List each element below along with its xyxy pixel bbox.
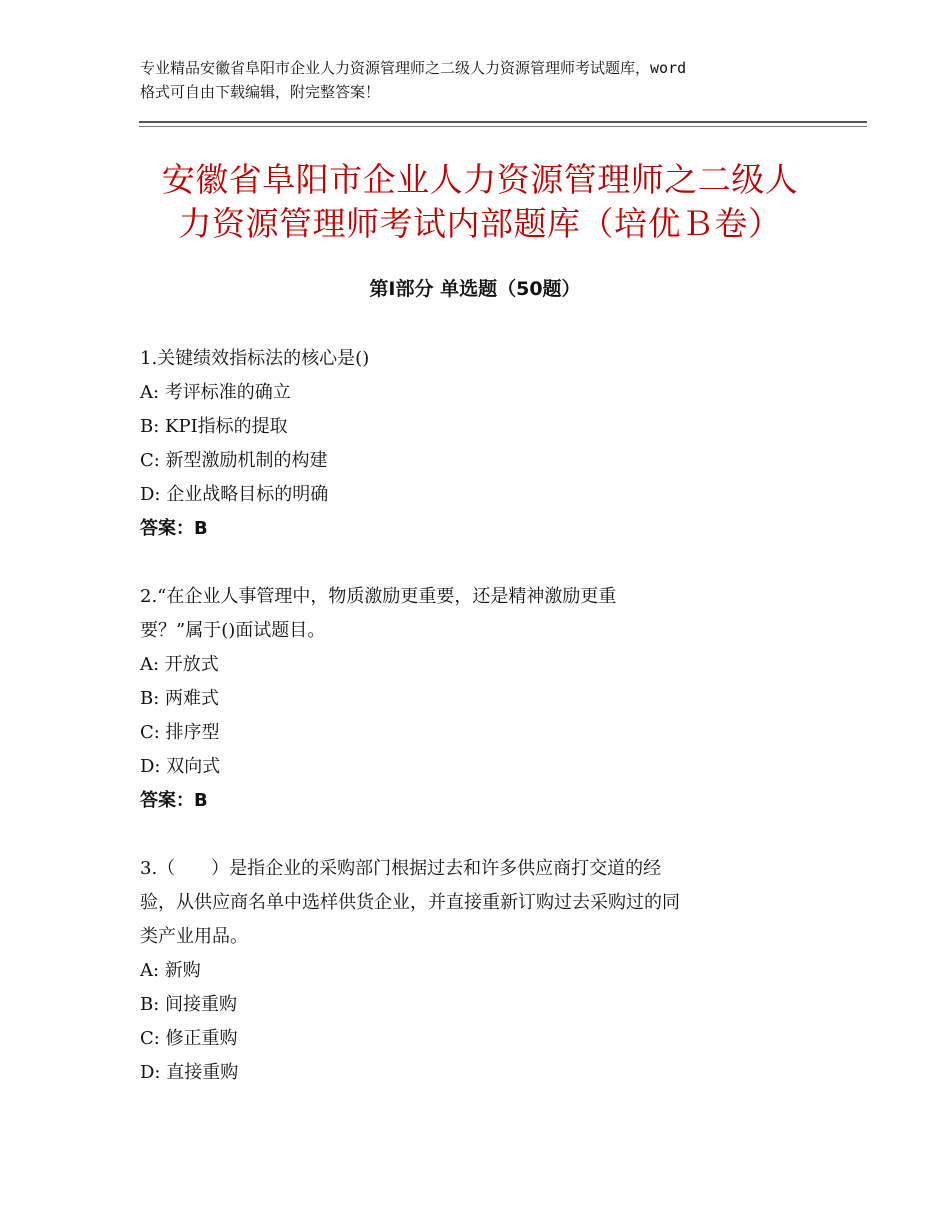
question-item [140, 342, 810, 546]
section-title: 第Ⅰ部分 单选题（50题） [369, 278, 581, 300]
answer-text: 答案：B [140, 518, 208, 539]
header-divider-thick [139, 121, 867, 123]
option-d: D: 双向式 [140, 756, 221, 777]
option-a: A: 考评标准的确立 [140, 382, 291, 403]
option-c: C: 新型激励机制的构建 [140, 450, 328, 471]
option-a: A: 开放式 [140, 654, 219, 675]
option-b: B: 两难式 [140, 688, 220, 709]
document-title [120, 158, 840, 246]
header-divider-thin [139, 126, 867, 127]
question-stem: 要？”属于()面试题目。 [140, 620, 326, 641]
question-stem: 验，从供应商名单中选样供货企业，并直接重新订购过去采购过的同 [140, 892, 680, 913]
document-title-line: 安徽省阜阳市企业人力资源管理师之二级人 [161, 160, 799, 199]
question-stem: 2.“在企业人事管理中，物质激励更重要，还是精神激励更重 [140, 586, 617, 607]
question-stem: 3.（ ）是指企业的采购部门根据过去和许多供应商打交道的经 [140, 858, 662, 879]
option-c: C: 排序型 [140, 722, 220, 743]
option-c: C: 修正重购 [140, 1028, 238, 1049]
option-b: B: KPI指标的提取 [140, 416, 288, 437]
header-note-line: 格式可自由下载编辑，附完整答案！ [140, 83, 381, 101]
question-item [140, 580, 810, 818]
question-item [140, 852, 810, 1090]
header-note [140, 56, 830, 104]
option-b: B: 间接重购 [140, 994, 238, 1015]
option-d: D: 企业战略目标的明确 [140, 484, 329, 505]
header-note-line: 专业精品安徽省阜阳市企业人力资源管理师之二级人力资源管理师考试题库，word [140, 59, 687, 77]
option-a: A: 新购 [140, 960, 201, 981]
answer-text: 答案：B [140, 790, 208, 811]
document-title-line: 力资源管理师考试内部题库（培优Ｂ卷） [178, 204, 782, 243]
question-list [140, 342, 810, 1124]
option-d: D: 直接重购 [140, 1062, 239, 1083]
question-stem: 类产业用品。 [140, 926, 248, 947]
question-stem: 1.关键绩效指标法的核心是() [140, 348, 370, 369]
